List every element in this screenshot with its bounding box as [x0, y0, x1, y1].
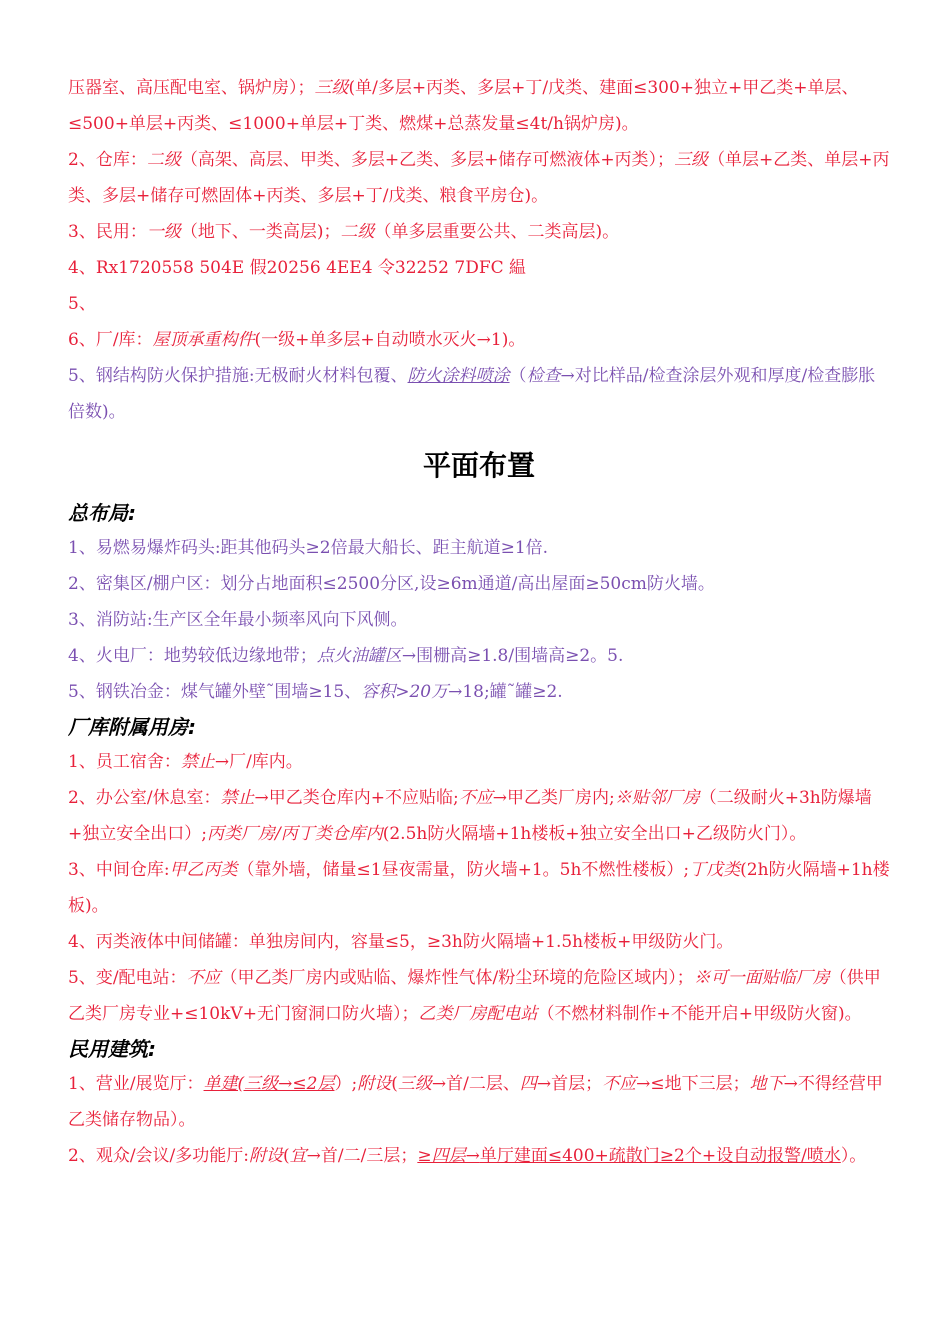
text: 2、仓库：: [68, 150, 147, 170]
text: （甲乙类厂房内或贴临、爆炸性气体/粉尘环境的危险区域内）；: [220, 968, 694, 988]
text: →不得经营甲乙类储存物品）。: [68, 1074, 883, 1130]
text: →首层；: [536, 1074, 603, 1094]
emphasis: 不应: [186, 968, 221, 988]
emphasis: 甲乙丙类: [169, 860, 238, 880]
emphasis: ※贴邻厂房: [614, 788, 700, 808]
emphasis: 防火涂料喷涂: [407, 366, 510, 386]
text: 1、员工宿舍：: [68, 752, 181, 772]
text: 5、变/配电站：: [68, 968, 187, 988]
subheading-general-layout: 总布局:: [68, 501, 136, 525]
emphasis: 不应: [458, 788, 493, 808]
paragraph-garbled-code: 4、Rx1720558 504E 假20256 4EE4 令32252 7DFC 緼: [68, 258, 527, 278]
text: （单多层重要公共、二类高层)。: [374, 222, 620, 242]
emphasis: ※可一面贴临厂房: [693, 968, 830, 988]
emphasis: 禁止: [220, 788, 255, 808]
emphasis: 屋顶承重构件: [152, 330, 255, 350]
emphasis: 附设: [357, 1074, 392, 1094]
text: (单/多层+丙类、多层+丁/戊类、建面≤300+独立+甲乙类+单层、≤500+单层+丙类、≤1000+单层+丁类、燃煤+总蒸发量≤4t/h锅炉房)。: [68, 78, 859, 134]
text: 2、办公室/休息室：: [68, 788, 221, 808]
text: 1、营业/展览厅：: [68, 1074, 204, 1094]
emphasis: 单建(三级→≤2层: [203, 1074, 335, 1094]
paragraph-warehouse: [68, 142, 890, 214]
text: →厂/库内。: [214, 752, 303, 772]
emphasis: 容积>20万: [361, 682, 449, 702]
text: （高架、高层、甲类、多层+乙类、多层+储存可燃液体+丙类）；: [180, 150, 675, 170]
text: (2h防火隔墙+1h楼板)。: [68, 860, 890, 916]
paragraph-roof-member: [68, 322, 890, 358]
emphasis: 禁止: [180, 752, 215, 772]
text: 6、厂/库：: [68, 330, 153, 350]
emphasis: 宜: [289, 1146, 307, 1166]
text: 3、中间仓库:: [68, 860, 170, 880]
underlined-text: 单厅建面≤400+疏散门≥2个+设自动报警/喷水: [479, 1146, 841, 1166]
list-item: [68, 1138, 890, 1174]
text: （二级耐火+3h防爆墙+独立安全出口）;: [68, 788, 872, 844]
text: （靠外墙，储量≤1昼夜需量，防火墙+1。5h不燃性楼板）;: [237, 860, 690, 880]
text: 3、民用：: [68, 222, 147, 242]
text: 4、火电厂：地势较低边缘地带；: [68, 646, 317, 666]
text: →甲乙类仓库内+不应贴临;: [254, 788, 459, 808]
emphasis: 三级: [674, 150, 709, 170]
paragraph-empty-item: 5、: [68, 294, 96, 314]
list-item: 4、丙类液体中间储罐：单独房间内，容量≤5，≥3h防火隔墙+1.5h楼板+甲级防火门。: [68, 932, 734, 952]
list-item: [68, 744, 890, 780]
emphasis: 乙类厂房配电站: [418, 1004, 538, 1024]
document-page: [68, 70, 890, 1174]
text: (一级+单多层+自动喷水灭火→1)。: [254, 330, 526, 350]
text: （不燃材料制作+不能开启+甲级防火窗)。: [537, 1004, 862, 1024]
list-item: [68, 960, 890, 1032]
emphasis: 地下: [749, 1074, 784, 1094]
emphasis: 检查: [526, 366, 561, 386]
text: →18;罐˜罐≥2.: [448, 682, 563, 702]
text: 2、观众/会议/多功能厅:: [68, 1146, 249, 1166]
paragraph-steel-protection: [68, 358, 890, 430]
subheading-civil-buildings: 民用建筑:: [68, 1037, 156, 1061]
text: （供甲乙类厂房专业+≤10kV+无门窗洞口防火墙）；: [68, 968, 881, 1024]
text: ）。: [840, 1146, 867, 1166]
list-item: [68, 1066, 890, 1138]
text: ）;: [334, 1074, 358, 1094]
text: →≤地下三层；: [636, 1074, 750, 1094]
paragraph-boiler-room: [68, 70, 890, 142]
text: →首/二/三层；: [306, 1146, 418, 1166]
text: (: [283, 1146, 290, 1166]
emphasis: 附设: [249, 1146, 283, 1166]
text: 5、钢结构防火保护措施:无极耐火材料包覆、: [68, 366, 408, 386]
list-item: [68, 674, 890, 710]
text: →甲乙类厂房内;: [492, 788, 615, 808]
list-item: 2、密集区/棚户区：划分占地面积≤2500分区,设≥6m通道/高出屋面≥50cm防火墙。: [68, 574, 715, 594]
emphasis: 丙类厂房/丙丁类仓库内: [206, 824, 383, 844]
emphasis: 三级: [397, 1074, 432, 1094]
emphasis: ≥四层→: [417, 1146, 480, 1166]
emphasis: 二级: [340, 222, 375, 242]
section-heading: 平面布置: [422, 449, 535, 482]
list-item: [68, 852, 890, 924]
emphasis: 三级: [314, 78, 349, 98]
text: →围栅高≥1.8/围墙高≥2。5.: [401, 646, 624, 666]
list-item: [68, 780, 890, 852]
list-item: 1、易燃易爆炸码头:距其他码头≥2倍最大船长、距主航道≥1倍.: [68, 538, 549, 558]
subheading-auxiliary-rooms: 厂库附属用房:: [68, 715, 196, 739]
text: →对比样品/检查涂层外观和厚度/检查膨胀倍数)。: [68, 366, 876, 422]
paragraph-civil: [68, 214, 890, 250]
text: (2.5h防火隔墙+1h楼板+独立安全出口+乙级防火门）。: [382, 824, 807, 844]
emphasis: 四: [519, 1074, 537, 1094]
emphasis: 一级: [146, 222, 181, 242]
text: 压器室、高压配电室、锅炉房）；: [68, 78, 315, 98]
text: （地下、一类高层)；: [180, 222, 341, 242]
text: (: [391, 1074, 398, 1094]
emphasis: 不应: [602, 1074, 637, 1094]
emphasis: 点火油罐区: [316, 646, 402, 666]
emphasis: 二级: [146, 150, 181, 170]
list-item: 3、消防站:生产区全年最小频率风向下风侧。: [68, 610, 408, 630]
list-item: [68, 638, 890, 674]
text: （: [509, 366, 527, 386]
text: →首/二层、: [431, 1074, 520, 1094]
text: 5、钢铁冶金：煤气罐外壁˜围墙≥15、: [68, 682, 362, 702]
text: （单层+乙类、单层+丙类、多层+储存可燃固体+丙类、多层+丁/戊类、粮食平房仓)。: [68, 150, 890, 206]
emphasis: 丁戊类: [689, 860, 741, 880]
